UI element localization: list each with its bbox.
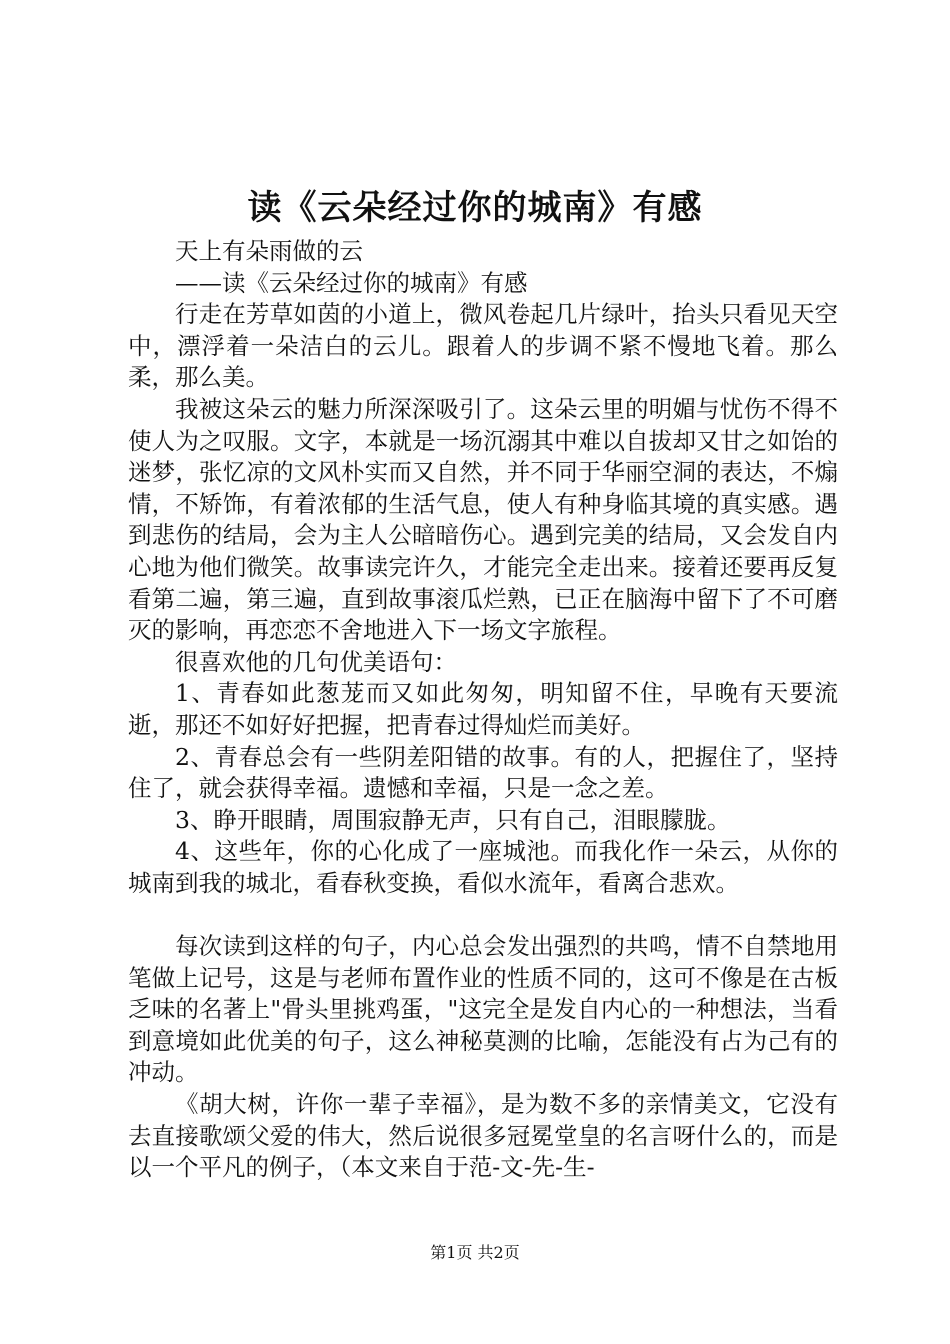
quote-item: 4、这些年，你的心化成了一座城池。而我化作一朵云，从你的城南到我的城北，看春秋变换，看似水流年，看离合悲欢。 bbox=[128, 837, 838, 897]
body-paragraph: 每次读到这样的句子，内心总会发出强烈的共鸣，情不自禁地用笔做上记号，这是与老师布置作业的性质不同的，这可不像是在古板乏味的名著上"骨头里挑鸡蛋，"这完全是发自内心的一种想法，当看到意境如此优美的句子，这么神秘莫测的比喻，怎能没有占为己有的冲动。 bbox=[128, 932, 838, 1087]
body-paragraph: 行走在芳草如茵的小道上，微风卷起几片绿叶，抬头只看见天空中，漂浮着一朵洁白的云儿。跟着人的步调不紧不慢地飞着。那么柔，那么美。 bbox=[128, 300, 838, 392]
blank-line bbox=[128, 899, 838, 931]
quote-item: 2、青春总会有一些阴差阳错的故事。有的人，把握住了，坚持住了，就会获得幸福。遗憾和幸福，只是一念之差。 bbox=[128, 742, 838, 803]
body-paragraph: 很喜欢他的几句优美语句： bbox=[175, 647, 457, 676]
quote-item: 3、睁开眼睛，周围寂静无声，只有自己，泪眼朦胧。 bbox=[175, 805, 731, 834]
subtitle-line: 天上有朵雨做的云 bbox=[175, 237, 363, 265]
subtitle-line: ——读《云朵经过你的城南》有感 bbox=[175, 268, 528, 297]
page-footer: 第1页 共2页 bbox=[430, 1243, 520, 1262]
quote-item: 1、青春如此葱茏而又如此匆匆，明知留不住，早晚有天要流逝，那还不如好好把握，把青春过得灿烂而美好。 bbox=[128, 679, 838, 739]
body-paragraph: 《胡大树，许你一辈子幸福》，是为数不多的亲情美文，它没有去直接歌颂父爱的伟大，然后说很多冠冕堂皇的名言呀什么的，而是以一个平凡的例子，（本文来自于范-文-先-生- bbox=[128, 1090, 838, 1182]
document-title: 读《云朵经过你的城南》有感 bbox=[247, 188, 703, 228]
document-body bbox=[128, 236, 838, 1184]
body-paragraph: 我被这朵云的魅力所深深吸引了。这朵云里的明媚与忧伤不得不使人为之叹服。文字，本就是一场沉溺其中难以自拔却又甘之如饴的迷梦，张忆凉的文风朴实而又自然，并不同于华丽空洞的表达，不煽情，不矫饰，有着浓郁的生活气息，使人有种身临其境的真实感。遇到悲伤的结局，会为主人公暗暗伤心。遇到完美的结局，又会发自内心地为他们微笑。故事读完许久，才能完全走出来。接着还要再反复看第二遍，第三遍，直到故事滚瓜烂熟，已正在脑海中留下了不可磨灭的影响，再恋恋不舍地进入下一场文字旅程。 bbox=[128, 394, 838, 645]
